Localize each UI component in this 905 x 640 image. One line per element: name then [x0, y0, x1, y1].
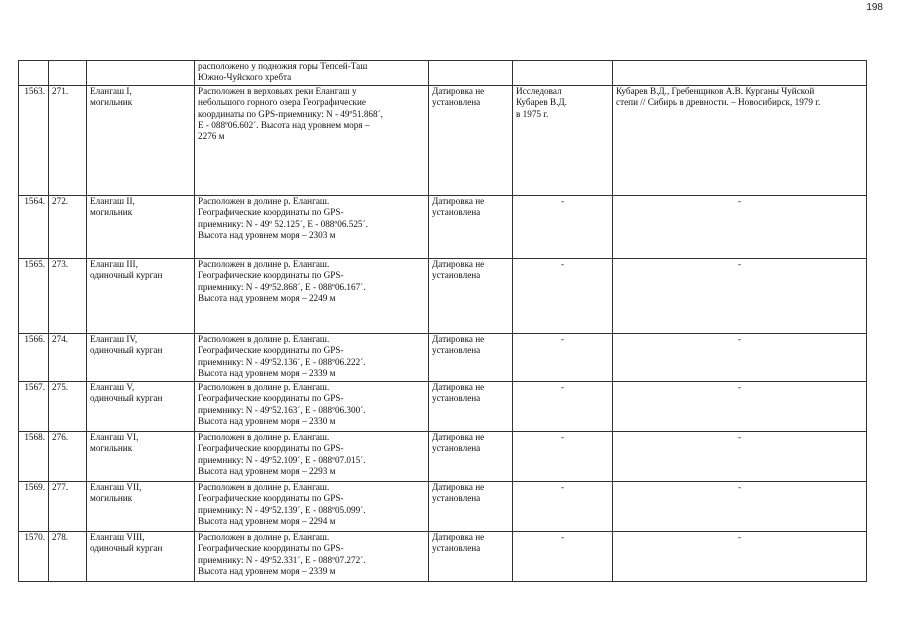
cell-description: Расположен в долине р. Елангаш. Географические координаты по GPS- приемнику: N - 49º52.139´, E - 088º05.099´. Высота над уровнем моря – 2294 м [195, 482, 429, 532]
cell-dating: Датировка не установлена [429, 334, 513, 382]
cell-literature: - [613, 196, 867, 259]
cell-literature: Кубарев В.Д., Гребенщиков А.В. Курганы Чуйской степи // Сибирь в древности. – Новосибирск, 1979 г. [613, 86, 867, 196]
cell-researcher: - [513, 196, 613, 259]
cell-number: 274. [49, 334, 87, 382]
cell-name: Елангаш V, одиночный курган [87, 382, 195, 432]
cell-number: 277. [49, 482, 87, 532]
cell-index: 1570. [19, 532, 49, 582]
cell-researcher: - [513, 382, 613, 432]
cell-literature: - [613, 532, 867, 582]
cell-index: 1566. [19, 334, 49, 382]
cell-dating: Датировка не установлена [429, 482, 513, 532]
cell-description: Расположен в долине р. Елангаш. Географические координаты по GPS- приемнику: N - 49º52.136´, E - 088º06.222´. Высота над уровнем моря – 2339 м [195, 334, 429, 382]
cell-description: Расположен в долине р. Елангаш. Географические координаты по GPS- приемнику: N - 49º 52.125´, E - 088º06.525´. Высота над уровнем моря – 2303 м [195, 196, 429, 259]
page-number: 198 [866, 2, 883, 13]
table-row [19, 334, 867, 382]
cell-index: 1568. [19, 432, 49, 482]
cell-literature [613, 61, 867, 86]
table-row-continuation [19, 61, 867, 86]
cell-number: 275. [49, 382, 87, 432]
cell-researcher: - [513, 532, 613, 582]
cell-researcher [513, 61, 613, 86]
cell-description: Расположен в долине р. Елангаш. Географические координаты по GPS- приемнику: N - 49º52.109´, E - 088º07.015´. Высота над уровнем моря – 2293 м [195, 432, 429, 482]
cell-index: 1569. [19, 482, 49, 532]
cell-number: 273. [49, 259, 87, 334]
cell-name [87, 61, 195, 86]
cell-name: Елангаш VII, могильник [87, 482, 195, 532]
cell-index [19, 61, 49, 86]
cell-dating: Датировка не установлена [429, 196, 513, 259]
cell-dating: Датировка не установлена [429, 86, 513, 196]
cell-number: 271. [49, 86, 87, 196]
cell-number: 276. [49, 432, 87, 482]
cell-name: Елангаш II, могильник [87, 196, 195, 259]
monuments-table [18, 60, 867, 582]
cell-name: Елангаш IV, одиночный курган [87, 334, 195, 382]
table-row [19, 382, 867, 432]
table-row [19, 532, 867, 582]
cell-index: 1564. [19, 196, 49, 259]
cell-researcher: - [513, 482, 613, 532]
cell-description: Расположен в долине р. Елангаш. Географические координаты по GPS- приемнику: N - 49º52.868´, E - 088º06.167´. Высота над уровнем моря – 2249 м [195, 259, 429, 334]
cell-literature: - [613, 382, 867, 432]
cell-literature: - [613, 259, 867, 334]
cell-researcher: - [513, 334, 613, 382]
cell-name: Елангаш III, одиночный курган [87, 259, 195, 334]
cell-researcher: Исследовал Кубарев В.Д. в 1975 г. [513, 86, 613, 196]
table-row [19, 432, 867, 482]
table-row [19, 86, 867, 196]
table-row [19, 482, 867, 532]
cell-index: 1565. [19, 259, 49, 334]
cell-literature: - [613, 334, 867, 382]
cell-dating: Датировка не установлена [429, 532, 513, 582]
cell-description: Расположен в долине р. Елангаш. Географические координаты по GPS- приемнику: N - 49º52.163´, E - 088º06.300´. Высота над уровнем моря – 2330 м [195, 382, 429, 432]
cell-literature: - [613, 432, 867, 482]
table-row [19, 196, 867, 259]
cell-name: Елангаш I, могильник [87, 86, 195, 196]
cell-dating: Датировка не установлена [429, 259, 513, 334]
cell-description: Расположен в верховьях реки Елангаш у небольшого горного озера Географические координаты по GPS-приемнику: N - 49º51.868´, E - 088º06.602´. Высота над уровнем моря – 2276 м [195, 86, 429, 196]
cell-researcher: - [513, 259, 613, 334]
cell-number: 272. [49, 196, 87, 259]
cell-index: 1563. [19, 86, 49, 196]
cell-dating: Датировка не установлена [429, 432, 513, 482]
cell-description: расположено у подножия горы Тепсей-Таш Южно-Чуйского хребта [195, 61, 429, 86]
cell-dating [429, 61, 513, 86]
cell-name: Елангаш VIII, одиночный курган [87, 532, 195, 582]
cell-index: 1567. [19, 382, 49, 432]
cell-researcher: - [513, 432, 613, 482]
cell-dating: Датировка не установлена [429, 382, 513, 432]
cell-number [49, 61, 87, 86]
cell-number: 278. [49, 532, 87, 582]
cell-description: Расположен в долине р. Елангаш. Географические координаты по GPS- приемнику: N - 49º52.331´, E - 088º07.272´. Высота над уровнем моря – 2339 м [195, 532, 429, 582]
cell-literature: - [613, 482, 867, 532]
cell-name: Елангаш VI, могильник [87, 432, 195, 482]
table-row [19, 259, 867, 334]
